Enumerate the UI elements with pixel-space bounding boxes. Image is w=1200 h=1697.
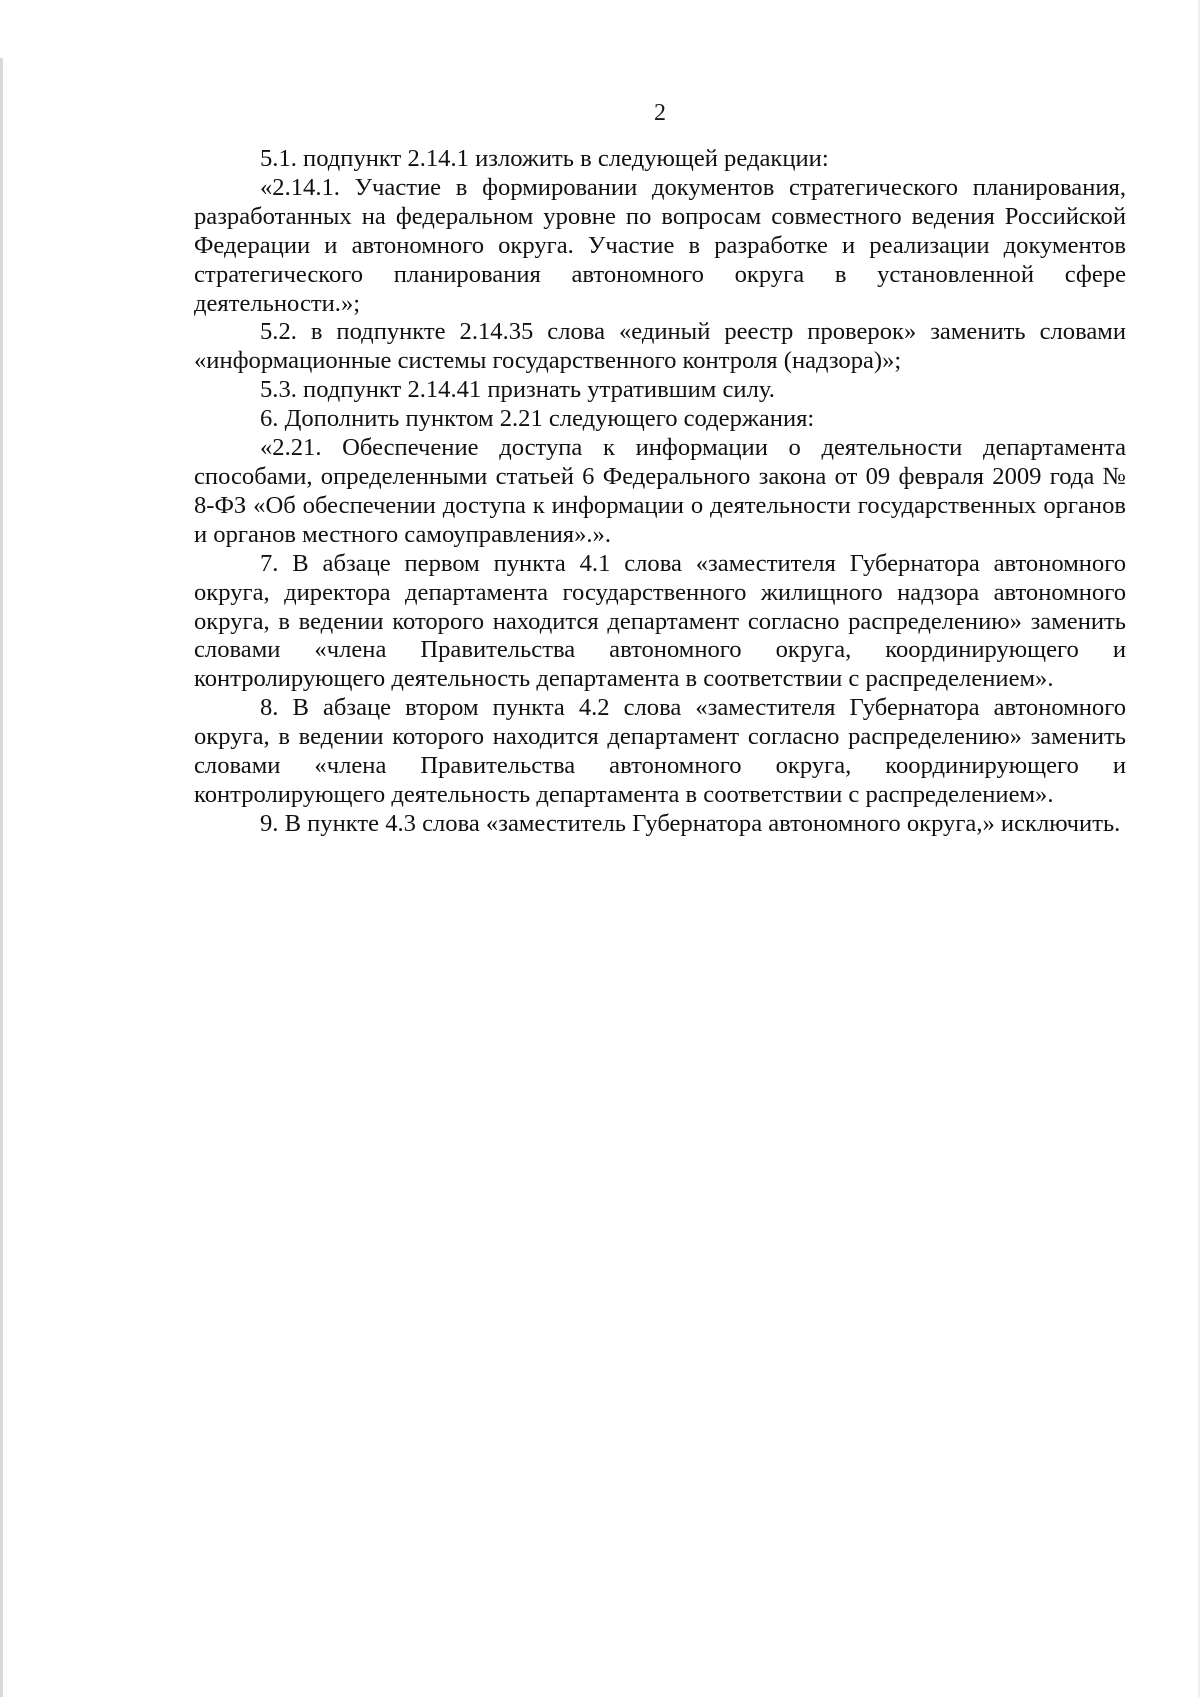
scan-left-edge [0,58,3,1697]
paragraph-5-3: 5.3. подпункт 2.14.41 признать утратившим силу. [260,376,775,404]
paragraph-5-1: 5.1. подпункт 2.14.1 изложить в следующей редакции: [260,145,829,172]
paragraph-5-2: 5.2. в подпункте 2.14.35 слова «единый реестр проверок» заменить словами «информационные системы государственного контроля (надзора)»; [194,318,1126,375]
paragraph-9: 9. В пункте 4.3 слова «заместитель Губернатора автономного округа,» исключить. [260,809,1121,837]
paragraph-2-14-1-text: «2.14.1. Участие в формировании документов стратегического планирования, разработанных на федеральном уровне по вопросам совместного ведения Российской Федерации и автономного округа. Участие в разработке и реализации документов стратегического планирования автономного округа в установленной сфере деятельности.»; [194,173,1126,317]
paragraph-6: 6. Дополнить пунктом 2.21 следующего содержания: [260,405,815,433]
document-body [194,145,1126,839]
paragraph-2-21-text: «2.21. Обеспечение доступа к информации о деятельности департамента способами, определенными статьей 6 Федерального закона от 09 февраля 2009 года № 8-ФЗ «Об обеспечении доступа к информации о деятельности государственных органов и органов местного самоуправления».». [194,434,1126,548]
page-number: 2 [654,100,666,126]
paragraph-8: 8. В абзаце втором пункта 4.2 слова «заместителя Губернатора автономного округа, в ведении которого находится департамент согласно распределению» заменить словами «члена Правительства автономного округа, координирующего и контролирующего деятельность департамента в соответствии с распределением». [194,694,1126,808]
paragraph-7: 7. В абзаце первом пункта 4.1 слова «заместителя Губернатора автономного округа, директора департамента государственного жилищного надзора автономного округа, в ведении которого находится департамент согласно распределению» заменить словами «члена Правительства автономного округа, координирующего и контролирующего деятельность департамента в соответствии с распределением». [194,549,1126,693]
